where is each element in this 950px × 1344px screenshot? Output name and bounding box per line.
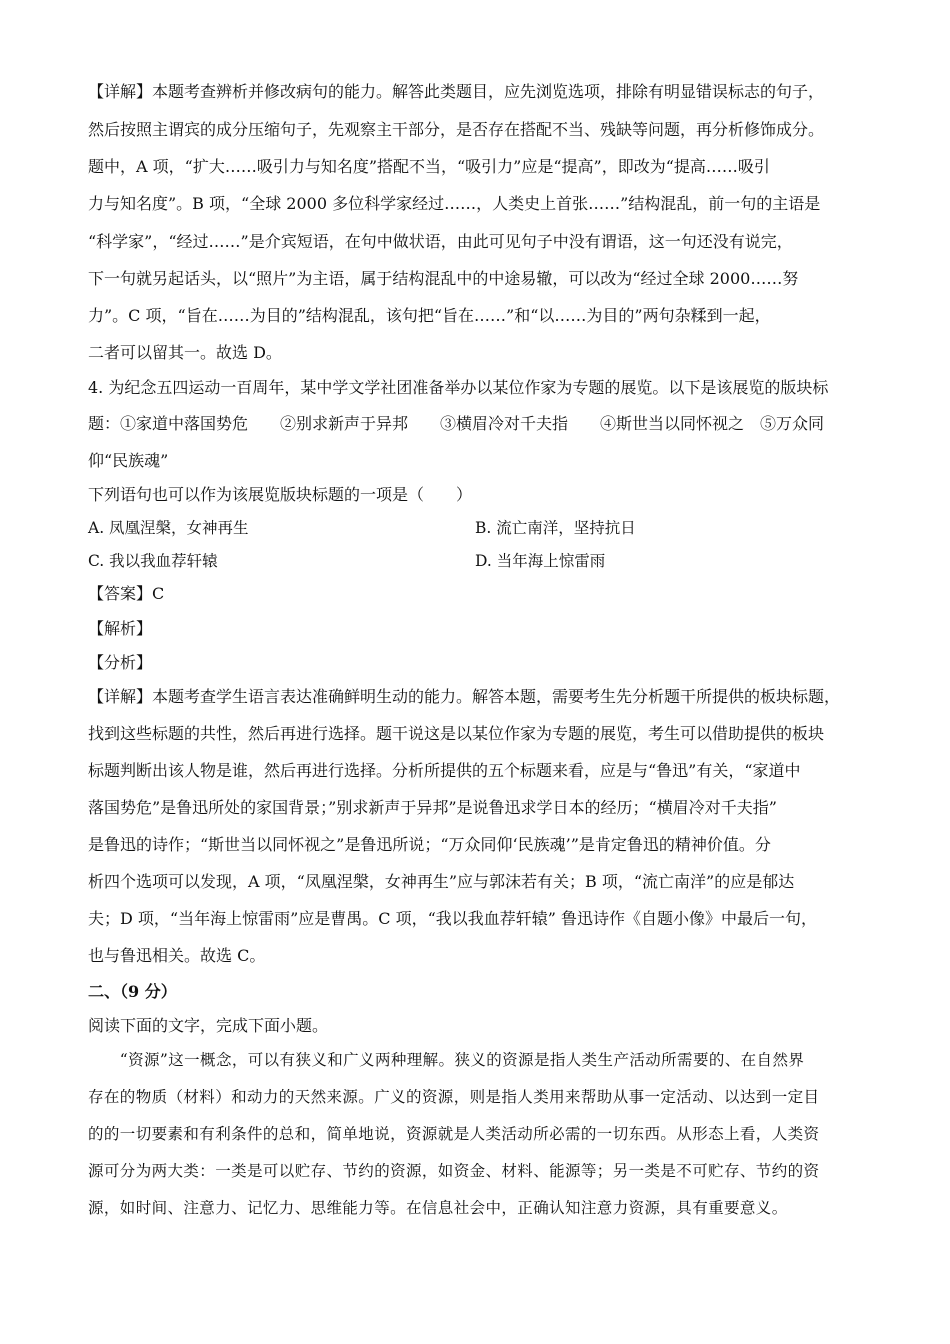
section-heading: 二、（9 分） (88, 982, 177, 1001)
q3-detail-line: 力”。C 项，“旨在……为目的”结构混乱，该句把“旨在……”和“以……为目的”两句杂糅到一起， (88, 306, 771, 325)
q4-detail-line: 落国势危”是鲁迅所处的家国背景；”别求新声于异邦”是说鲁迅求学日本的经历；“横眉冷对千夫指” (88, 798, 777, 817)
q3-detail-line: 力与知名度”。B 项，“全球 2000 多位科学家经过……，人类史上首张……”结构混乱，前一句的主语是 (88, 194, 821, 213)
passage-line: 存在的物质（材料）和动力的天然来源。广义的资源，则是指人类用来帮助从事一定活动、以达到一定目 (88, 1088, 820, 1106)
q4-prompt: 下列语句也可以作为该展览版块标题的一项是（ ） (88, 485, 473, 504)
q4-stem-line: 题：①家道中落国势危 ②别求新声于异邦 ③横眉冷对千夫指 ④斯世当以同怀视之 ⑤万众同 (88, 414, 825, 433)
q4-option-b: B. 流亡南洋，坚持抗日 (475, 519, 636, 537)
q4-detail-line: 【详解】本题考查学生语言表达准确鲜明生动的能力。解答本题，需要考生先分析题干所提供的板块标题， (88, 687, 841, 706)
q4-option-a: A. 凤凰涅槃，女神再生 (88, 519, 249, 537)
q3-detail-line: 二者可以留其一。故选 D。 (88, 343, 282, 362)
q3-detail-line: “科学家”，“经过……”是介宾短语，在句中做状语，由此可见句子中没有谓语，这一句还没有说完， (88, 232, 793, 251)
q4-detail-line: 夫；D 项，“当年海上惊雷雨”应是曹禺。C 项，“我以我血荐轩辕” 鲁迅诗作《自题小像》中最后一句， (88, 909, 818, 928)
q4-option-d: D. 当年海上惊雷雨 (475, 552, 606, 570)
q3-detail-line: 题中，A 项，“扩大……吸引力与知名度”搭配不当，“吸引力”应是“提高”，即改为“提高……吸引 (88, 157, 770, 176)
q3-detail-line: 下一句就另起话头，以“照片”为主语，属于结构混乱中的中途易辙，可以改为“经过全球 2000……努 (88, 269, 799, 288)
q4-detail-line: 也与鲁迅相关。故选 C。 (88, 946, 266, 965)
q4-detail-line: 是鲁迅的诗作；“斯世当以同怀视之”是鲁迅所说；“万众同仰‘民族魂’”是肯定鲁迅的精神价值。分 (88, 835, 771, 854)
q4-stem-line: 仰“民族魂” (88, 451, 169, 470)
q4-detail-line: 标题判断出该人物是谁，然后再进行选择。分析所提供的五个标题来看，应是与“鲁迅”有关，“家道中 (88, 761, 801, 780)
passage-line: 的的一切要素和有利条件的总和，简单地说，资源就是人类活动所必需的一切东西。从形态上看，人类资 (88, 1125, 820, 1143)
q3-detail-line: 【详解】本题考查辨析并修改病句的能力。解答此类题目，应先浏览选项，排除有明显错误标志的句子， (88, 82, 825, 101)
q4-stem-line: 4. 为纪念五四运动一百周年，某中学文学社团准备举办以某位作家为专题的展览。以下是该展览的版块标 (88, 378, 829, 397)
q4-analysis-label: 【解析】 (88, 619, 153, 638)
q4-detail-line: 找到这些标题的共性，然后再进行选择。题干说这是以某位作家为专题的展览，考生可以借助提供的板块 (88, 724, 825, 743)
q4-option-c: C. 我以我血荐轩辕 (88, 552, 218, 570)
q4-fenxi-label: 【分析】 (88, 653, 153, 672)
passage-line: 源，如时间、注意力、记忆力、思维能力等。在信息社会中，正确认知注意力资源，具有重要意义。 (88, 1199, 788, 1217)
passage-line: 源可分为两大类：一类是可以贮存、节约的资源，如资金、材料、能源等；另一类是不可贮存、节约的资 (88, 1162, 820, 1180)
q3-detail-line: 然后按照主谓宾的成分压缩句子，先观察主干部分，是否存在搭配不当、残缺等问题，再分析修饰成分。 (88, 120, 825, 139)
q4-answer: 【答案】C (88, 584, 165, 603)
section-instruction: 阅读下面的文字，完成下面小题。 (88, 1016, 329, 1035)
q4-detail-line: 析四个选项可以发现，A 项，“凤凰涅槃，女神再生”应与郭沫若有关；B 项，“流亡南洋”的应是郁达 (88, 872, 795, 891)
passage-line: “资源”这一概念，可以有狭义和广义两种理解。狭义的资源是指人类生产活动所需要的、在自然界 (88, 1051, 805, 1069)
